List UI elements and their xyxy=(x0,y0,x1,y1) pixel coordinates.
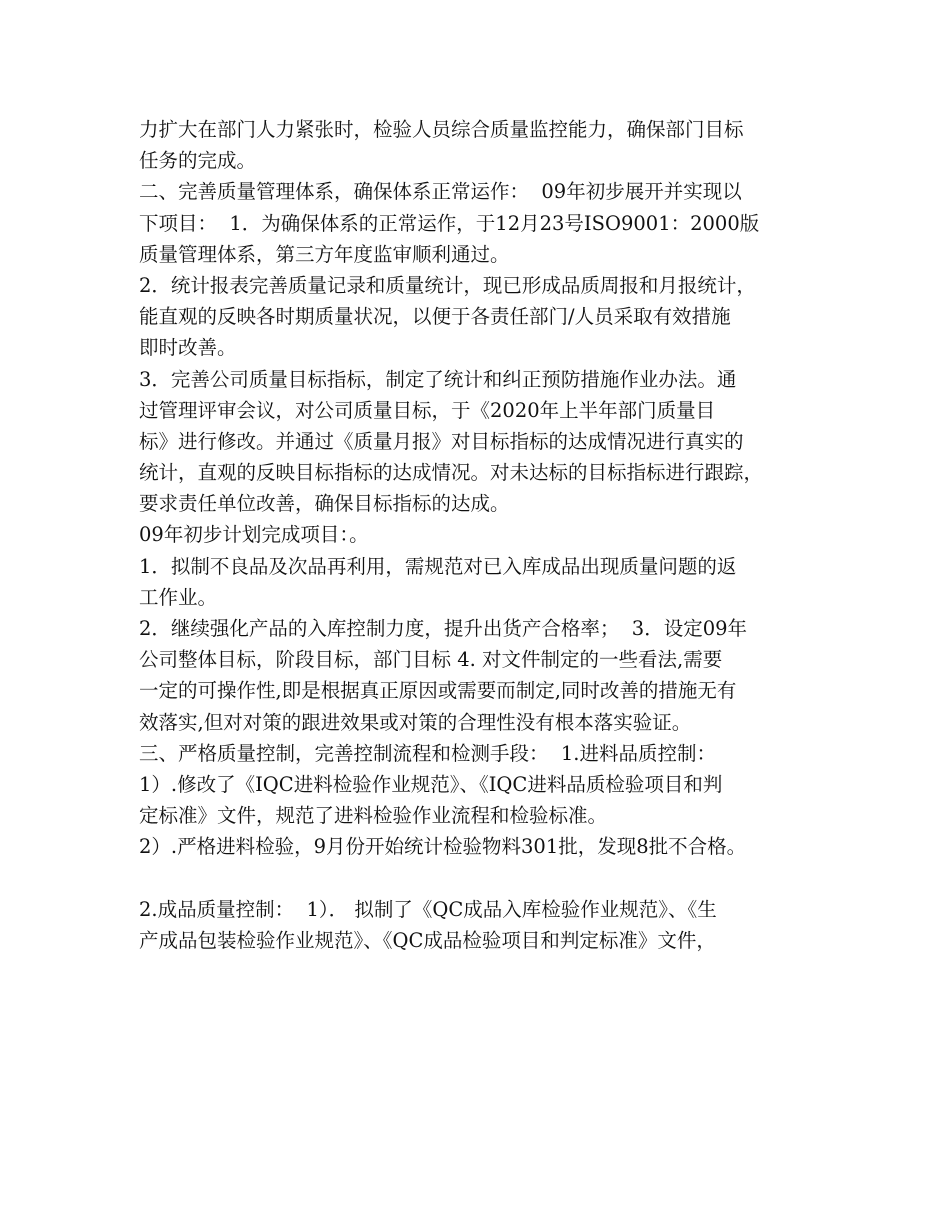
text-line: 任务的完成。 xyxy=(139,149,257,173)
text-line: 产成品包装检验作业规范》、《QC成品检验项目和判定标准》文件， xyxy=(139,928,716,952)
text-line: 二、完善质量管理体系，确保体系正常运作： 09年初步展开并实现以 xyxy=(139,180,742,204)
text-line: 过管理评审会议，对公司质量目标，于《2020年上半年部门质量目 xyxy=(139,398,716,422)
text-line: 2.成品质量控制： 1）． 拟制了《QC成品入库检验作业规范》、《生 xyxy=(139,897,717,921)
text-line: 工作业。 xyxy=(139,585,218,609)
text-line: 2．继续强化产品的入库控制力度，提升出货产合格率； 3．设定09年 xyxy=(139,617,748,640)
text-line: 一定的可操作性,即是根据真正原因或需要而制定,同时改善的措施无有 xyxy=(139,679,737,703)
text-line: 质量管理体系，第三方年度监审顺利通过。 xyxy=(139,242,510,266)
text-line: 下项目： 1．为确保体系的正常运作，于12月23号ISO9001：2000版 xyxy=(139,211,760,235)
text-line: 标》进行修改。并通过《质量月报》对目标指标的达成情况进行真实的 xyxy=(139,429,744,453)
text-line: 定标准》文件，规范了进料检验作业流程和检验标准。 xyxy=(139,804,608,828)
text-line: 1）.修改了《IQC进料检验作业规范》、《IQC进料品质检验项目和判 xyxy=(139,772,723,796)
text-line: 力扩大在部门人力紧张时，检验人员综合质量监控能力，确保部门目标 xyxy=(139,118,744,141)
text-line: 要求责任单位改善，确保目标指标的达成。 xyxy=(139,492,510,516)
text-line: 1．拟制不良品及次品再利用，需规范对已入库成品出现质量问题的返 xyxy=(139,554,737,578)
text-line: 能直观的反映各时期质量状况，以便于各责任部门/人员采取有效措施 xyxy=(139,305,731,329)
text-line: 公司整体目标，阶段目标，部门目标 4. 对文件制定的一些看法,需要 xyxy=(139,648,723,672)
text-line: 统计，直观的反映目标指标的达成情况。对未达标的目标指标进行跟踪， xyxy=(139,461,764,485)
text-line: 2）.严格进料检验，9月份开始统计检验物料301批，发现8批不合格。 xyxy=(139,835,747,859)
text-line: 3．完善公司质量目标指标，制定了统计和纠正预防措施作业办法。通 xyxy=(139,367,737,391)
blank-line xyxy=(139,863,839,894)
text-line: 效落实,但对对策的跟进效果或对策的合理性没有根本落实验证。 xyxy=(139,710,692,734)
text-line: 2．统计报表完善质量记录和质量统计，现已形成品质周报和月报统计， xyxy=(139,273,756,297)
document-body xyxy=(139,114,839,956)
text-line: 三、严格质量控制，完善控制流程和检测手段： 1.进料品质控制： xyxy=(139,741,717,765)
text-line: 09年初步计划完成项目：。 xyxy=(139,523,369,547)
text-line: 即时改善。 xyxy=(139,336,237,360)
